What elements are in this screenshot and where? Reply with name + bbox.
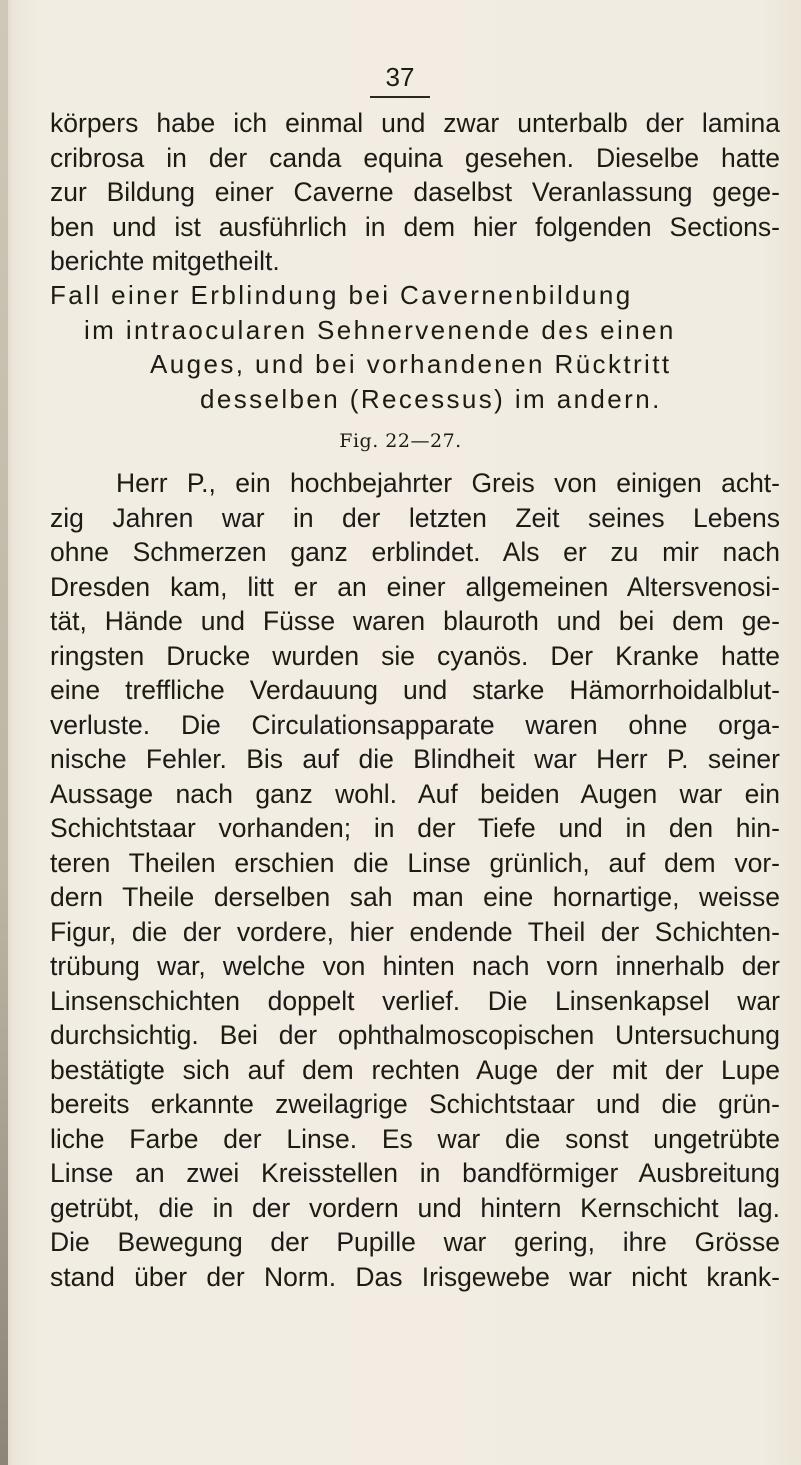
text-line: körpers habe ich einmal und zwar unterbalb der lamina	[50, 108, 780, 138]
text-line: Linsenschichten doppelt verlief. Die Linsenkapsel war	[50, 985, 780, 1016]
text-line: Die Bewegung der Pupille war gering, ihre Grösse	[50, 1227, 780, 1257]
paragraph-intro	[50, 106, 780, 279]
text-line: Linse an zwei Kreisstellen in bandförmiger Ausbreitung	[50, 1158, 780, 1188]
text-line: liche Farbe der Linse. Es war die sonst ungetrübte	[50, 1123, 780, 1154]
text-line: bestätigte sich auf dem rechten Auge der mit der Lupe	[50, 1054, 780, 1085]
heading-line: im intraocularen Sehnervenende des einen	[84, 314, 676, 345]
page-number: 37	[370, 62, 430, 98]
heading-line: desselben (Recessus) im andern.	[200, 383, 662, 414]
text-line: durchsichtig. Bei der ophthalmoscopischen Untersuchung	[50, 1020, 780, 1050]
text-line: teren Theilen erschien die Linse grünlich, auf dem vor-	[50, 847, 780, 878]
text-line: nische Fehler. Bis auf die Blindheit war Herr P. seiner	[50, 744, 780, 774]
heading-line: Fall einer Erblindung bei Cavernenbildung	[50, 280, 633, 310]
text-line: eine treffliche Verdauung und starke Hämorrhoidalblut-	[50, 675, 780, 705]
text-line: Figur, die der vordere, hier endende Theil der Schichten-	[50, 916, 780, 947]
text-line: ohne Schmerzen ganz erblindet. Als er zu mir nach	[50, 537, 780, 567]
text-line: ringsten Drucke wurden sie cyanös. Der Kranke hatte	[50, 640, 780, 671]
text-line: stand über der Norm. Das Irisgewebe war nicht krank-	[50, 1261, 780, 1292]
text-line: berichte mitgetheilt.	[50, 246, 280, 276]
text-line: bereits erkannte zweilagrige Schichtstaar und die grün-	[50, 1089, 780, 1119]
text-line: dern Theile derselben sah man eine hornartige, weisse	[50, 882, 780, 912]
heading-line: Auges, und bei vorhandenen Rücktritt	[150, 349, 672, 379]
text-line: zur Bildung einer Caverne daselbst Veranlassung gege-	[50, 177, 780, 207]
text-line: zig Jahren war in der letzten Zeit seines Lebens	[50, 502, 780, 533]
figure-reference: Fig. 22—27.	[339, 430, 462, 452]
text-line: tät, Hände und Füsse waren blauroth und bei dem ge-	[50, 606, 780, 636]
text-line: verluste. Die Circulationsapparate waren ohne orga-	[50, 709, 780, 740]
case-heading	[50, 278, 780, 416]
text-line: Schichtstaar vorhanden; in der Tiefe und in den hin-	[50, 813, 780, 843]
text-line: cribrosa in der canda equina gesehen. Dieselbe hatte	[50, 142, 780, 173]
text-line: getrübt, die in der vordern und hintern Kernschicht lag.	[50, 1192, 780, 1223]
text-line: Aussage nach ganz wohl. Auf beiden Augen war ein	[50, 778, 780, 809]
paragraph-case	[50, 466, 780, 1294]
text-line: trübung war, welche von hinten nach vorn innerhalb der	[50, 951, 780, 981]
text-line: ben und ist ausführlich in dem hier folgenden Sections-	[50, 211, 780, 242]
text-line: Herr P., ein hochbejahrter Greis von einigen acht-	[116, 468, 780, 498]
page-gutter-shadow	[0, 0, 8, 1465]
text-line: Dresden kam, litt er an einer allgemeinen Altersvenosi-	[50, 571, 780, 602]
